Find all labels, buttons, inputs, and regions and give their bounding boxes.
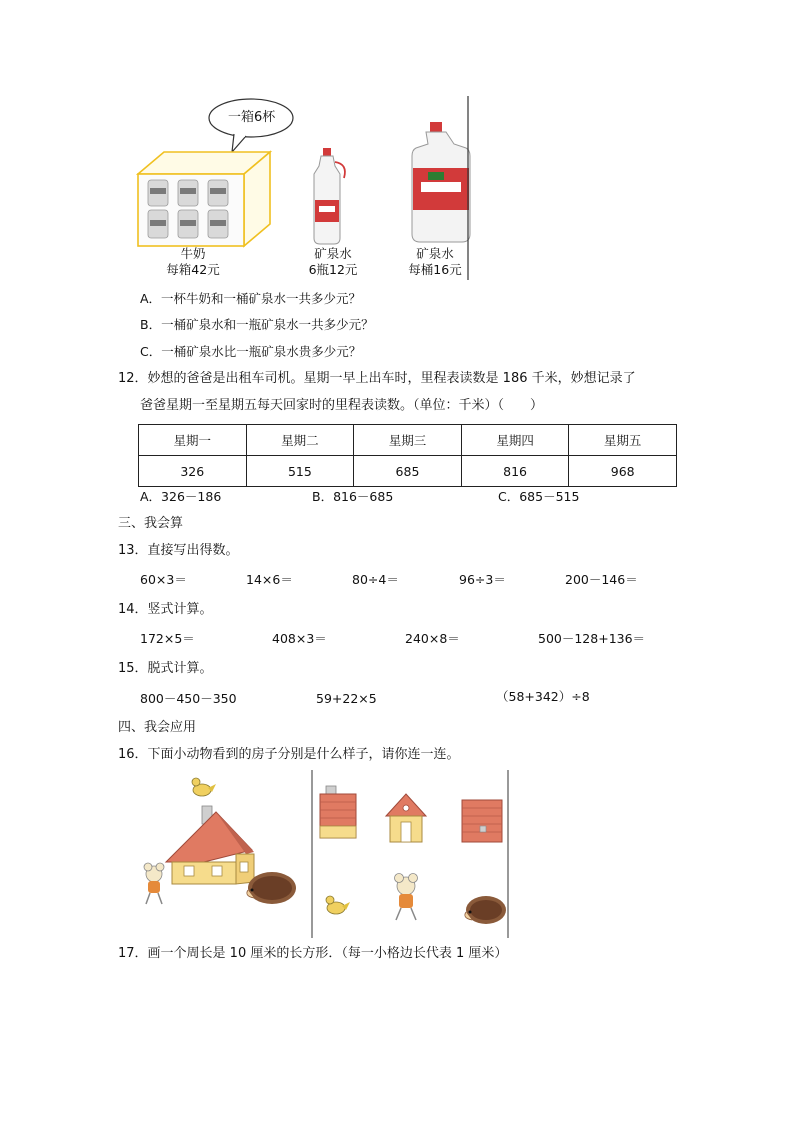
speech-bubble-text: 一箱6杯 [228, 110, 276, 125]
barrel-price: 每桶16元 [408, 262, 462, 277]
q13-item: 80÷4＝ [352, 572, 399, 587]
q12-question-line1: 12．妙想的爸爸是出租车司机。星期一早上出车时，里程表读数是 186 千米，妙想记录了 [118, 371, 636, 386]
header-cell: 星期四 [461, 425, 569, 456]
q13-item: 200－146＝ [565, 572, 638, 587]
q15-item: （58+342）÷8 [496, 689, 590, 704]
value-cell: 968 [569, 456, 677, 487]
mouse-icon [395, 874, 418, 921]
q14-item: 240×8＝ [405, 631, 460, 646]
q13-item: 60×3＝ [140, 572, 187, 587]
header-cell: 星期二 [246, 425, 354, 456]
houses-figure [136, 770, 512, 938]
section-3-heading: 三、我会算 [118, 516, 184, 531]
milk-box-icon [138, 152, 270, 246]
q13-item: 14×6＝ [246, 572, 293, 587]
q14-item: 408×3＝ [272, 631, 327, 646]
q12-question-line2: 爸爸星期一至星期五每天回家时的里程表读数。（单位：千米）（ ） [140, 398, 544, 413]
q13-item: 96÷3＝ [459, 572, 506, 587]
q15-item: 59+22×5 [316, 691, 377, 706]
barrel-name: 矿泉水 [416, 246, 454, 261]
milk-price: 每箱42元 [166, 262, 220, 277]
value-cell: 326 [139, 456, 247, 487]
q12-option-a[interactable]: A．326－186 [140, 489, 222, 504]
big-house-icon [166, 806, 254, 884]
q17-title: 17．画一个周长是 10 厘米的长方形．（每一小格边长代表 1 厘米） [118, 946, 508, 961]
table-row [139, 456, 677, 487]
q12-option-b[interactable]: B．816－685 [312, 489, 394, 504]
header-cell: 星期五 [569, 425, 677, 456]
q13-title: 13．直接写出得数。 [118, 543, 239, 558]
water-barrel-icon [412, 122, 470, 242]
odometer-table [138, 424, 677, 487]
value-cell: 685 [354, 456, 462, 487]
header-cell: 星期三 [354, 425, 462, 456]
house-view-front-icon [386, 794, 426, 842]
mouse-icon [144, 863, 164, 904]
bird-icon [192, 778, 216, 796]
q15-item: 800－450－350 [140, 691, 237, 706]
table-header-row [139, 425, 677, 456]
section-4-heading: 四、我会应用 [118, 720, 197, 735]
q14-item: 172×5＝ [140, 631, 195, 646]
bottle-name: 矿泉水 [314, 246, 352, 261]
q14-title: 14．竖式计算。 [118, 602, 213, 617]
bottle-price: 6瓶12元 [308, 262, 358, 277]
house-view-chimney-icon [320, 786, 356, 838]
value-cell: 515 [246, 456, 354, 487]
header-cell: 星期一 [139, 425, 247, 456]
house-view-top-icon [462, 800, 502, 842]
q15-title: 15．脱式计算。 [118, 661, 213, 676]
hedgehog-icon [465, 896, 506, 924]
q12-option-c[interactable]: C．685－515 [498, 489, 580, 504]
q11-option-a[interactable]: A．一杯牛奶和一桶矿泉水一共多少元？ [140, 291, 362, 306]
q14-item: 500－128+136＝ [538, 631, 646, 646]
water-bottle-icon [314, 148, 345, 244]
q16-title: 16．下面小动物看到的房子分别是什么样子，请你连一连。 [118, 747, 460, 762]
q11-option-c[interactable]: C．一桶矿泉水比一瓶矿泉水贵多少元？ [140, 344, 362, 359]
q11-option-b[interactable]: B．一桶矿泉水和一瓶矿泉水一共多少元？ [140, 317, 374, 332]
value-cell: 816 [461, 456, 569, 487]
milk-name: 牛奶 [180, 246, 206, 261]
bird-icon [326, 896, 350, 914]
